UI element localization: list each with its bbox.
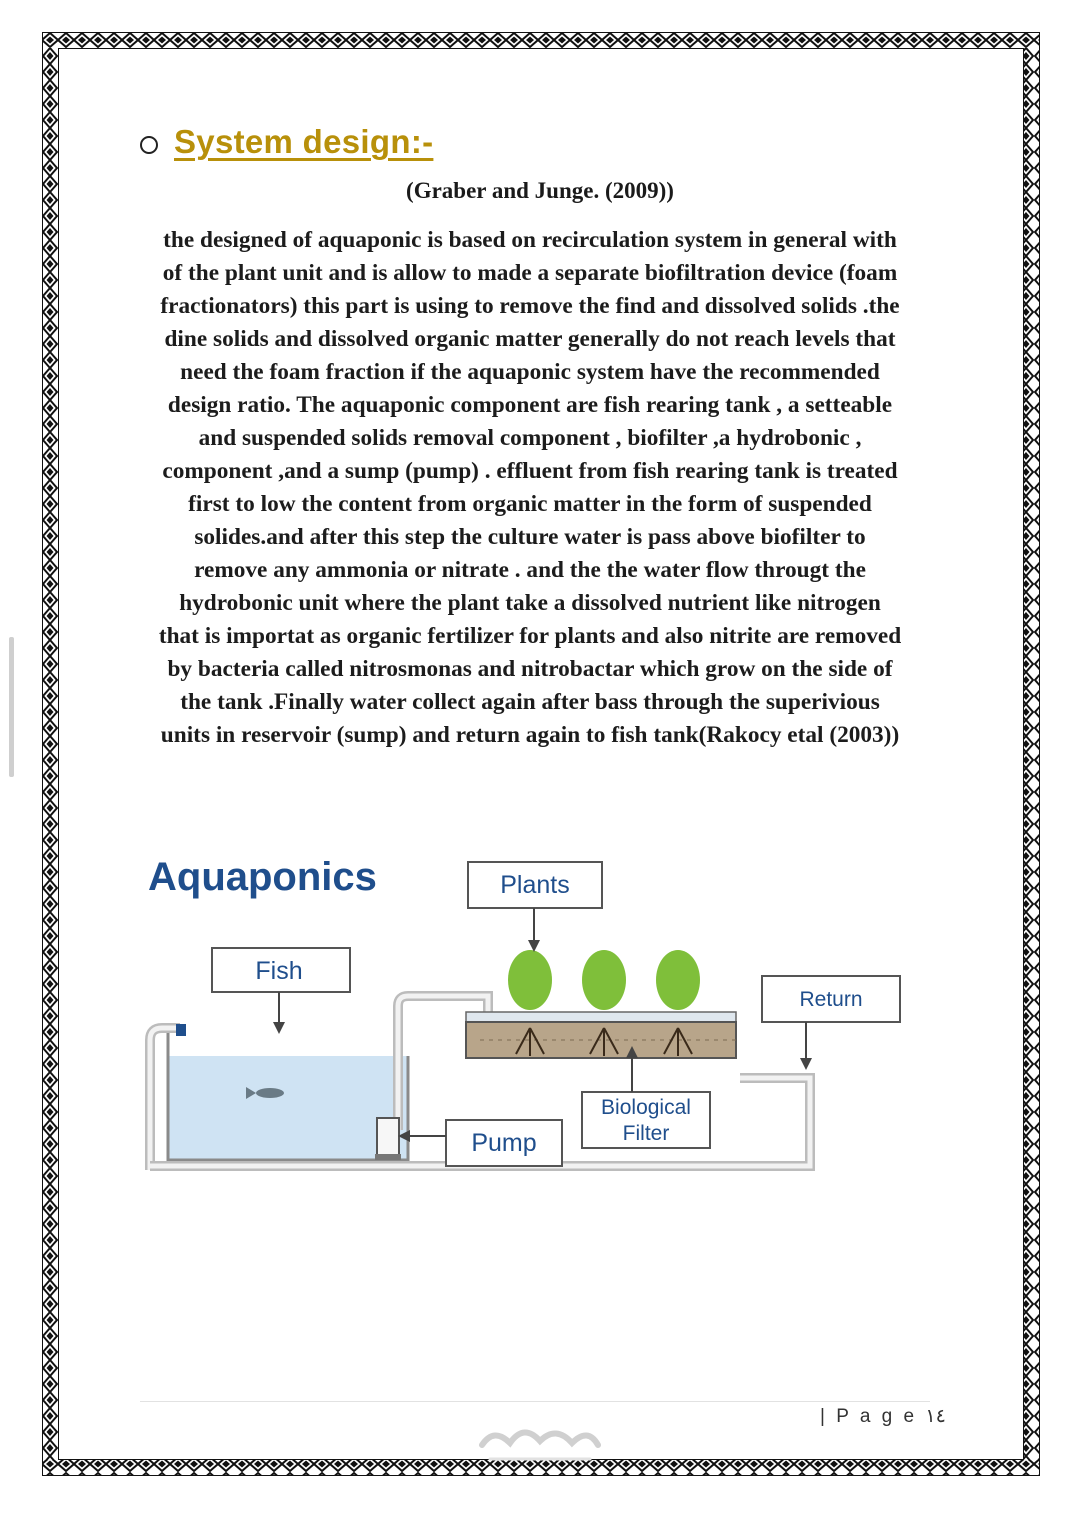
body-line: units in reservoir (sump) and return again to fish tank(Rakocy etal (2003)) — [160, 722, 900, 748]
biological-filter-label-box — [582, 1046, 710, 1148]
body-line: and suspended solids removal component , biofilter ,a hydrobonic , — [198, 425, 862, 451]
body-line: remove any ammonia or nitrate . and the the water flow througt the — [194, 557, 866, 583]
citation: (Graber and Junge. (2009)) — [406, 178, 674, 203]
body-line: solides.and after this step the culture water is pass above biofilter to — [194, 524, 866, 550]
body-line: fractionators) this part is using to remove the find and dissolved solids .the — [160, 293, 900, 319]
return-label-box — [762, 976, 900, 1070]
section-title: System design:- — [174, 123, 434, 160]
aquaponics-diagram — [140, 840, 930, 1200]
body-line: dine solids and dissolved organic matter generally do not reach levels that — [164, 326, 896, 352]
body-paragraph — [120, 224, 940, 752]
plants-label: Plants — [500, 871, 570, 899]
section-heading — [140, 120, 433, 164]
body-line: hydrobonic unit where the plant take a dissolved nutrient like nitrogen — [179, 590, 881, 616]
body-line: by bacteria called nitrosmonas and nitrobactar which grow on the side of — [167, 656, 893, 682]
footer-divider — [140, 1401, 930, 1402]
hollow-bullet-icon — [140, 136, 158, 154]
body-line: the tank .Finally water collect again after bass through the superivious — [180, 689, 880, 715]
filter-label: Filter — [622, 1122, 670, 1145]
fish-label: Fish — [255, 957, 303, 985]
pump-label: Pump — [471, 1129, 537, 1157]
diagram-title: Aquaponics — [148, 855, 377, 899]
body-line: component ,and a sump (pump) . effluent from fish rearing tank is treated — [162, 458, 898, 484]
fish-tank — [168, 1030, 408, 1160]
page-number: | P a g e ١٤ — [820, 1406, 946, 1427]
plant-icon — [508, 950, 700, 1010]
submersible-pump — [375, 1118, 401, 1160]
return-label: Return — [799, 988, 863, 1011]
biological-label: Biological — [601, 1096, 691, 1119]
body-line: of the plant unit and is allow to made a separate biofiltration device (foam — [162, 260, 898, 286]
body-line: design ratio. The aquaponic component are fish rearing tank , a setteable — [167, 392, 893, 418]
mostaql-watermark-logo — [470, 1415, 610, 1475]
body-line: that is importat as organic fertilizer for plants and also nitrite are removed — [158, 623, 902, 649]
body-line: first to low the content from organic matter in the form of suspended — [188, 491, 872, 517]
body-line: need the foam fraction if the aquaponic system have the recommended — [180, 359, 880, 385]
grow-bed — [466, 1012, 740, 1058]
pump-label-box — [398, 1120, 562, 1166]
fish-label-box — [212, 948, 350, 1034]
body-line: the designed of aquaponic is based on recirculation system in general with — [163, 227, 897, 253]
plants-label-box — [468, 862, 602, 952]
